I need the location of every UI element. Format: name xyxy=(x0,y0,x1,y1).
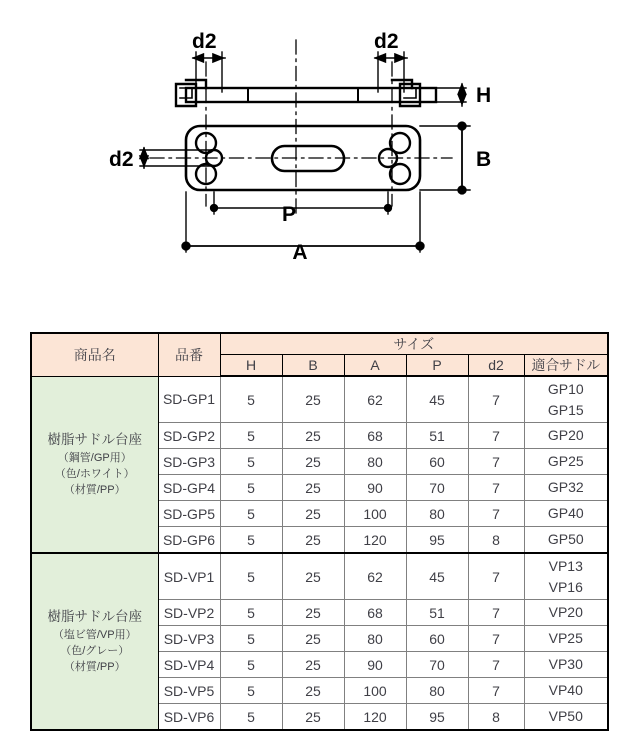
part-number-cell: SD-VP6 xyxy=(158,704,220,731)
label-B: B xyxy=(476,148,492,171)
value-d2-cell: 7 xyxy=(468,600,524,626)
value-B-cell: 25 xyxy=(282,553,344,600)
product-sub2: （色/グレー） xyxy=(60,645,130,658)
value-P-cell: 80 xyxy=(406,678,468,704)
side-elevation-view xyxy=(176,80,466,106)
part-number-cell: SD-VP4 xyxy=(158,652,220,678)
value-H-cell: 5 xyxy=(220,423,282,449)
fit-saddle-cell xyxy=(524,501,608,527)
part-number-cell: SD-VP1 xyxy=(158,553,220,600)
product-sub1: （鋼管/GP用） xyxy=(57,452,132,465)
fit-saddle-item: GP25 xyxy=(547,453,584,469)
th-d2: d2 xyxy=(468,355,524,377)
th-size-group: サイズ xyxy=(220,333,608,355)
part-number-cell: SD-GP5 xyxy=(158,501,220,527)
product-sub1: （塩ビ管/VP用） xyxy=(52,629,137,642)
fit-saddle-cell xyxy=(524,423,608,449)
value-A-cell: 68 xyxy=(344,423,406,449)
th-H: H xyxy=(220,355,282,377)
product-name: 樹脂サドル台座 xyxy=(47,431,142,447)
value-B-cell: 25 xyxy=(282,600,344,626)
specification-table-wrapper xyxy=(30,332,608,731)
value-P-cell: 45 xyxy=(406,553,468,600)
value-H-cell: 5 xyxy=(220,600,282,626)
th-fit-saddle: 適合サドル xyxy=(524,355,608,377)
value-P-cell: 60 xyxy=(406,626,468,652)
table-row xyxy=(31,553,608,600)
fit-saddle-cell xyxy=(524,449,608,475)
value-B-cell: 25 xyxy=(282,652,344,678)
fit-saddle-cell xyxy=(524,626,608,652)
part-number-cell: SD-VP2 xyxy=(158,600,220,626)
label-d2-top-left: d2 xyxy=(192,30,217,53)
value-B-cell: 25 xyxy=(282,423,344,449)
value-B-cell: 25 xyxy=(282,626,344,652)
value-P-cell: 45 xyxy=(406,376,468,423)
value-d2-cell: 7 xyxy=(468,626,524,652)
th-A: A xyxy=(344,355,406,377)
value-H-cell: 5 xyxy=(220,501,282,527)
label-d2-top-right: d2 xyxy=(374,30,399,53)
value-P-cell: 51 xyxy=(406,423,468,449)
value-d2-cell: 8 xyxy=(468,527,524,554)
value-A-cell: 90 xyxy=(344,652,406,678)
fit-saddle-item: GP20 xyxy=(547,427,584,443)
table-head-row-1 xyxy=(31,333,608,355)
value-d2-cell: 7 xyxy=(468,678,524,704)
table-head xyxy=(31,333,608,376)
value-d2-cell: 7 xyxy=(468,553,524,600)
value-d2-cell: 7 xyxy=(468,376,524,423)
d2-top-right-dimension xyxy=(375,52,407,92)
fit-saddle-item: VP16 xyxy=(548,578,583,595)
value-H-cell: 5 xyxy=(220,527,282,554)
value-A-cell: 80 xyxy=(344,449,406,475)
value-P-cell: 95 xyxy=(406,527,468,554)
th-P: P xyxy=(406,355,468,377)
value-H-cell: 5 xyxy=(220,376,282,423)
value-A-cell: 100 xyxy=(344,678,406,704)
label-A: A xyxy=(292,241,308,264)
th-B: B xyxy=(282,355,344,377)
fit-saddle-item: VP13 xyxy=(548,557,583,574)
value-H-cell: 5 xyxy=(220,626,282,652)
value-d2-cell: 7 xyxy=(468,423,524,449)
value-P-cell: 51 xyxy=(406,600,468,626)
value-H-cell: 5 xyxy=(220,475,282,501)
th-part-number: 品番 xyxy=(158,333,220,376)
P-dimension xyxy=(214,192,388,214)
product-name: 樹脂サドル台座 xyxy=(47,608,142,624)
product-name-cell xyxy=(31,376,158,553)
fit-saddle-item: VP40 xyxy=(548,682,583,698)
value-P-cell: 70 xyxy=(406,475,468,501)
value-A-cell: 120 xyxy=(344,704,406,731)
value-B-cell: 25 xyxy=(282,704,344,731)
value-B-cell: 25 xyxy=(282,678,344,704)
technical-drawing xyxy=(0,0,624,310)
fit-saddle-cell xyxy=(524,600,608,626)
fit-saddle-item: GP50 xyxy=(547,531,584,547)
product-sub3: （材質/PP） xyxy=(63,661,126,674)
value-d2-cell: 7 xyxy=(468,449,524,475)
part-number-cell: SD-GP6 xyxy=(158,527,220,554)
fit-saddle-cell xyxy=(524,376,608,423)
value-A-cell: 100 xyxy=(344,501,406,527)
label-H: H xyxy=(476,84,492,107)
fit-saddle-item: GP15 xyxy=(547,401,584,418)
fit-saddle-item: VP30 xyxy=(548,656,583,672)
part-number-cell: SD-VP5 xyxy=(158,678,220,704)
part-number-cell: SD-GP4 xyxy=(158,475,220,501)
part-number-cell: SD-GP2 xyxy=(158,423,220,449)
value-B-cell: 25 xyxy=(282,527,344,554)
specification-table xyxy=(30,332,609,731)
value-A-cell: 68 xyxy=(344,600,406,626)
fit-saddle-item: VP25 xyxy=(548,630,583,646)
table-row xyxy=(31,376,608,423)
value-B-cell: 25 xyxy=(282,376,344,423)
fit-saddle-item: VP50 xyxy=(548,708,583,724)
product-sub3: （材質/PP） xyxy=(63,484,126,496)
part-number-cell: SD-VP3 xyxy=(158,626,220,652)
fit-saddle-cell xyxy=(524,704,608,731)
fit-saddle-cell xyxy=(524,652,608,678)
value-d2-cell: 7 xyxy=(468,652,524,678)
fit-saddle-cell xyxy=(524,475,608,501)
value-A-cell: 80 xyxy=(344,626,406,652)
product-sub2: （色/ホワイト） xyxy=(54,468,135,481)
fit-saddle-item: GP10 xyxy=(547,380,584,397)
value-d2-cell: 8 xyxy=(468,704,524,731)
th-product-name: 商品名 xyxy=(31,333,158,376)
label-P: P xyxy=(281,203,297,226)
fit-saddle-cell xyxy=(524,527,608,554)
part-number-cell: SD-GP1 xyxy=(158,376,220,423)
product-name-cell xyxy=(31,553,158,730)
fit-saddle-cell xyxy=(524,553,608,600)
value-B-cell: 25 xyxy=(282,501,344,527)
value-d2-cell: 7 xyxy=(468,475,524,501)
value-P-cell: 80 xyxy=(406,501,468,527)
fit-saddle-cell xyxy=(524,678,608,704)
part-number-cell: SD-GP3 xyxy=(158,449,220,475)
value-H-cell: 5 xyxy=(220,449,282,475)
value-H-cell: 5 xyxy=(220,553,282,600)
value-A-cell: 62 xyxy=(344,376,406,423)
value-H-cell: 5 xyxy=(220,678,282,704)
value-P-cell: 95 xyxy=(406,704,468,731)
value-B-cell: 25 xyxy=(282,449,344,475)
value-A-cell: 120 xyxy=(344,527,406,554)
value-B-cell: 25 xyxy=(282,475,344,501)
value-d2-cell: 7 xyxy=(468,501,524,527)
fit-saddle-item: GP32 xyxy=(547,479,584,495)
value-H-cell: 5 xyxy=(220,652,282,678)
value-P-cell: 70 xyxy=(406,652,468,678)
fit-saddle-item: GP40 xyxy=(547,505,584,521)
table-body xyxy=(31,376,608,730)
value-P-cell: 60 xyxy=(406,449,468,475)
label-d2-side: d2 xyxy=(109,148,134,171)
value-H-cell: 5 xyxy=(220,704,282,731)
d2-top-left-dimension xyxy=(193,52,225,92)
fit-saddle-item: VP20 xyxy=(548,604,583,620)
value-A-cell: 62 xyxy=(344,553,406,600)
value-A-cell: 90 xyxy=(344,475,406,501)
